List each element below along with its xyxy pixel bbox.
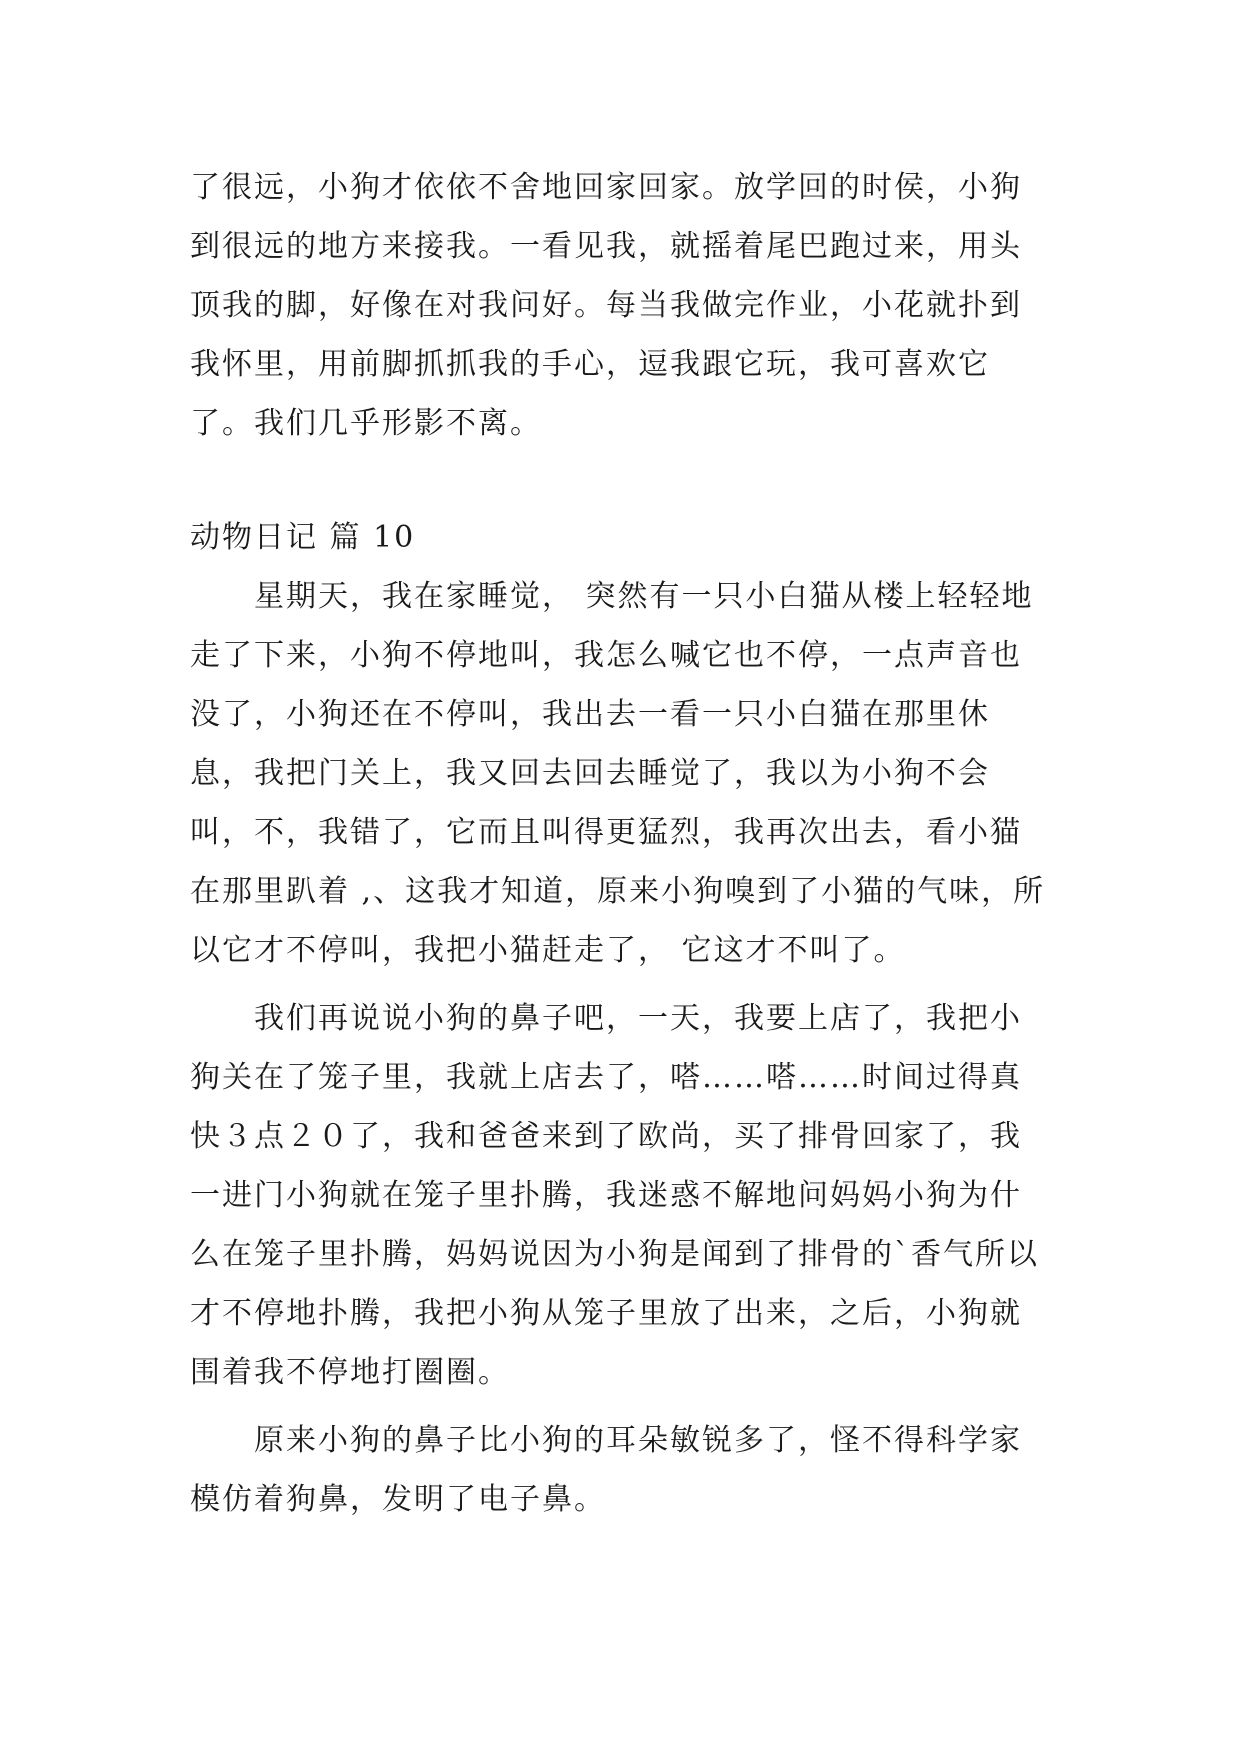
body-paragraph-2: 我们再说说小狗的鼻子吧，一天，我要上店了，我把小狗关在了笼子里，我就上店去了，嗒……嗒……时间过得真快３点２０了，我和爸爸来到了欧尚，买了排骨回家了，我一进门小狗就在笼子里扑腾，我迷惑不解地问妈妈小狗为什么在笼子里扑腾，妈妈说因为小狗是闻到了排骨的`香气所以才不停地扑腾，我把小狗从笼子里放了出来，之后，小狗就围着我不停地打圈圈。 bbox=[190, 1001, 1039, 1390]
continued-paragraph: 了很远，小狗才依依不舍地回家回家。放学回的时侯，小狗到很远的地方来接我。一看见我，就摇着尾巴跑过来，用头顶我的脚，好像在对我问好。每当我做完作业，小花就扑到我怀里，用前脚抓抓我的手心，逗我跟它玩，我可喜欢它了。我们几乎形影不离。 bbox=[190, 170, 1022, 441]
body-paragraph-1: 星期天，我在家睡觉， 突然有一只小白猫从楼上轻轻地走了下来，小狗不停地叫，我怎么喊它也不停，一点声音也没了，小狗还在不停叫，我出去一看一只小白猫在那里休息，我把门关上，我又回去回去睡觉了，我以为小狗不会叫，不，我错了，它而且叫得更猛烈，我再次出去，看小猫在那里趴着 ,、这我才知道，原来小狗嗅到了小猫的气味，所以它才不停叫，我把小猫赶走了， 它这才不叫了。 bbox=[190, 579, 1046, 968]
section-title: 动物日记 篇 10 bbox=[190, 520, 416, 555]
body-paragraph-3: 原来小狗的鼻子比小狗的耳朵敏锐多了，怪不得科学家模仿着狗鼻，发明了电子鼻。 bbox=[190, 1423, 1022, 1517]
section-body bbox=[190, 567, 1050, 1538]
